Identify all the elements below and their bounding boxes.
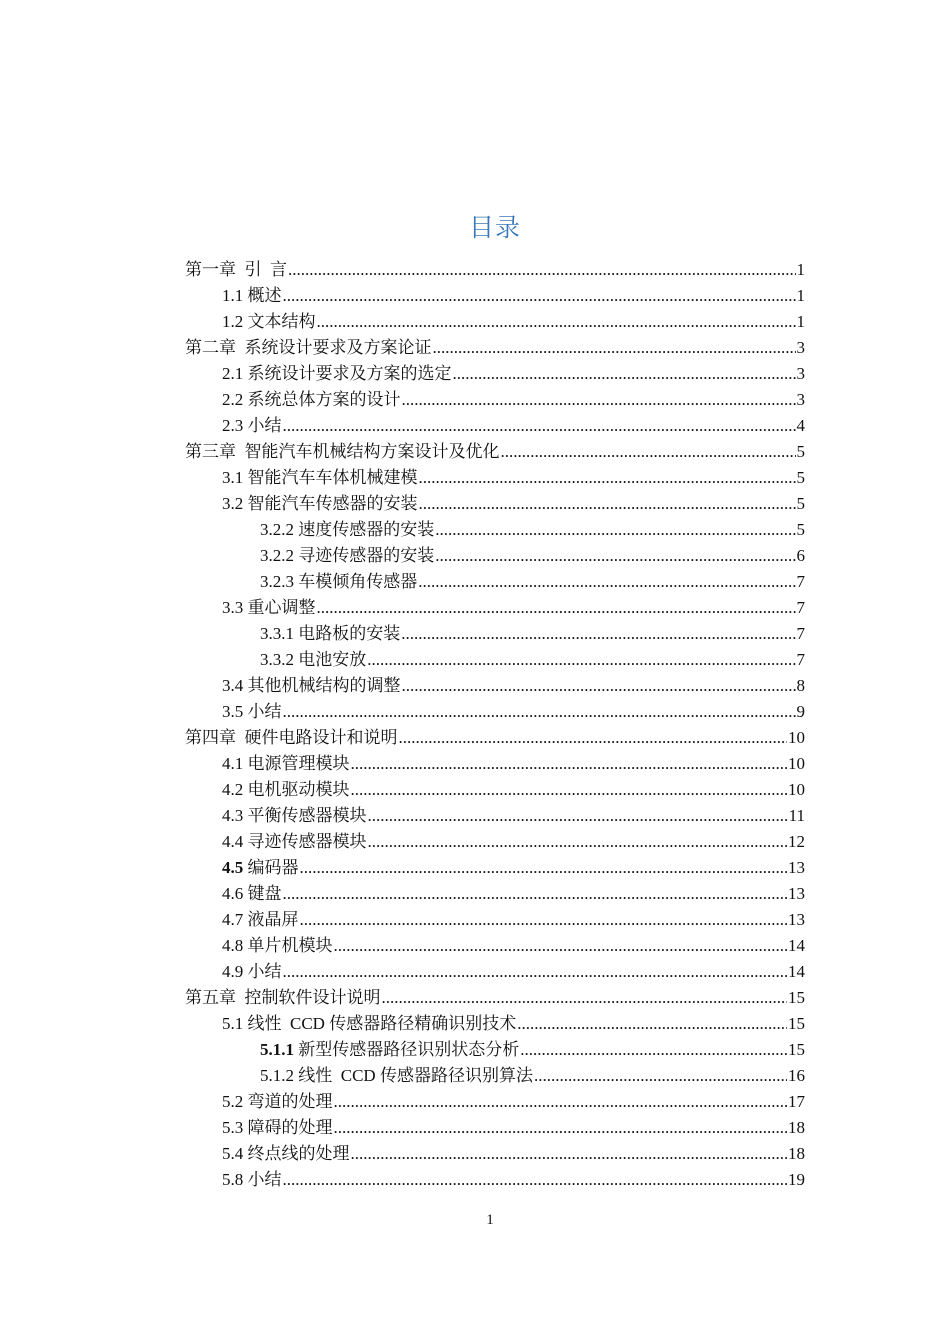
toc-entry[interactable] [222, 491, 805, 517]
toc-entry-label [222, 309, 316, 335]
toc-leader-dots [283, 413, 796, 439]
toc-entry-text: 3.2.3 车模倾角传感器 [260, 572, 418, 591]
toc-entry-text: 5.2 弯道的处理 [222, 1092, 333, 1111]
toc-entry[interactable] [222, 283, 805, 309]
toc-entry-page: 3 [796, 364, 805, 383]
toc-entry-page: 16 [788, 1066, 805, 1085]
toc-entry[interactable] [222, 855, 805, 881]
toc-leader-dots [520, 1037, 787, 1063]
toc-entry[interactable] [222, 413, 805, 439]
toc-leader-dots [402, 387, 796, 413]
toc-entry-label [222, 855, 299, 881]
toc-entry-page: 11 [788, 806, 805, 825]
toc-entry[interactable] [222, 1167, 805, 1193]
toc-leader-dots [317, 595, 796, 621]
toc-entry-label [222, 465, 418, 491]
toc-entry-text: 5.1 线性 CCD 传感器路径精确识别技术 [222, 1014, 517, 1033]
toc-leader-dots [283, 283, 796, 309]
toc-entry-label [185, 725, 398, 751]
toc-leader-dots [283, 1167, 788, 1193]
toc-leader-dots [288, 257, 796, 283]
toc-entry-text: 3.2.2 寻迹传感器的安装 [260, 546, 435, 565]
toc-entry-label [185, 985, 381, 1011]
toc-entry-text: 第二章 系统设计要求及方案论证 [185, 338, 432, 357]
toc-entry[interactable] [222, 595, 805, 621]
toc-entry-text: 编码器 [243, 858, 299, 877]
toc-leader-dots [382, 985, 788, 1011]
toc-entry[interactable] [260, 1037, 805, 1063]
toc-entry-label [222, 283, 282, 309]
toc-leader-dots [300, 907, 788, 933]
toc-entry-text: 4.6 键盘 [222, 884, 282, 903]
toc-entry-text: 4.3 平衡传感器模块 [222, 806, 367, 825]
toc-leader-dots [351, 777, 788, 803]
toc-entry-text: 第一章 引 言 [185, 260, 287, 279]
toc-leader-dots [317, 309, 796, 335]
toc-entry-page: 5 [796, 494, 805, 513]
toc-entry-text: 5.1.2 线性 CCD 传感器路径识别算法 [260, 1066, 533, 1085]
toc-entry[interactable] [185, 335, 805, 361]
toc-entry-text: 5.8 小结 [222, 1170, 282, 1189]
toc-entry-label [222, 673, 401, 699]
toc-entry[interactable] [222, 387, 805, 413]
toc-entry-page: 15 [788, 1040, 805, 1059]
toc-entry-text: 4.2 电机驱动模块 [222, 780, 350, 799]
toc-entry-label [222, 1089, 333, 1115]
toc-entry-text: 3.3.1 电路板的安装 [260, 624, 401, 643]
toc-leader-dots [351, 1141, 788, 1167]
toc-entry[interactable] [222, 933, 805, 959]
toc-entry-label [222, 1141, 350, 1167]
toc-leader-dots [368, 829, 788, 855]
toc-leader-dots [334, 1115, 788, 1141]
toc-entry-label [260, 647, 366, 673]
toc-entry-page: 10 [788, 754, 805, 773]
toc-entry-label [222, 933, 333, 959]
toc-entry-page: 12 [788, 832, 805, 851]
toc-entry-page: 7 [796, 598, 805, 617]
toc-entry-page: 10 [788, 780, 805, 799]
toc-entry-page: 5 [796, 520, 805, 539]
toc-leader-dots [300, 855, 788, 881]
toc-entry-page: 5 [796, 468, 805, 487]
toc-entry-page: 13 [788, 858, 805, 877]
toc-entry[interactable] [222, 777, 805, 803]
toc-entry-page: 15 [788, 988, 805, 1007]
toc-entry[interactable] [260, 621, 805, 647]
toc-leader-dots [501, 439, 796, 465]
toc-entry-label [185, 439, 500, 465]
toc-entry[interactable] [222, 959, 805, 985]
toc-entry-page: 13 [788, 884, 805, 903]
toc-entry-page: 1 [796, 286, 805, 305]
toc-entry-page: 7 [796, 624, 805, 643]
toc-leader-dots [453, 361, 796, 387]
toc-entry-text: 第三章 智能汽车机械结构方案设计及优化 [185, 442, 500, 461]
toc-entry-label [222, 595, 316, 621]
toc-entry-label [260, 1037, 519, 1063]
toc-entry-page: 17 [788, 1092, 805, 1111]
toc-entry-page: 10 [788, 728, 805, 747]
toc-leader-dots [399, 725, 788, 751]
toc-leader-dots [418, 569, 795, 595]
toc-entry-page: 7 [796, 572, 805, 591]
toc-entry[interactable] [185, 439, 805, 465]
toc-entry-text: 5.3 障碍的处理 [222, 1118, 333, 1137]
toc-entry[interactable] [222, 1089, 805, 1115]
toc-entry-text: 4.4 寻迹传感器模块 [222, 832, 367, 851]
toc-entry[interactable] [222, 881, 805, 907]
toc-entry-text: 4.7 液晶屏 [222, 910, 299, 929]
toc-entry-number: 5.1.1 [260, 1040, 294, 1059]
toc-leader-dots [334, 1089, 788, 1115]
toc-entry-page: 14 [788, 962, 805, 981]
toc-entry[interactable] [222, 829, 805, 855]
toc-entry-page: 3 [796, 338, 805, 357]
toc-title: 目录 [468, 215, 521, 242]
toc-entry[interactable] [222, 751, 805, 777]
toc-leader-dots [367, 647, 795, 673]
toc-entry-label [185, 257, 287, 283]
toc-entry-label [222, 361, 452, 387]
toc-entry-label [260, 543, 434, 569]
toc-entry-label [222, 777, 350, 803]
toc-entry-text: 1.1 概述 [222, 286, 282, 305]
toc-entry[interactable] [222, 803, 805, 829]
toc-entry-label [222, 699, 282, 725]
toc-entry-label [222, 881, 282, 907]
toc-entry[interactable] [185, 257, 805, 283]
toc-entry-page: 6 [796, 546, 805, 565]
toc-entry-label [222, 491, 418, 517]
toc-entry-label [222, 907, 299, 933]
toc-leader-dots [368, 803, 788, 829]
toc-leader-dots [517, 1011, 787, 1037]
toc-entry-page: 13 [788, 910, 805, 929]
toc-entry-text: 4.9 小结 [222, 962, 282, 981]
toc-entry-page: 1 [796, 260, 805, 279]
toc-entry-label [222, 387, 401, 413]
toc-entry-page: 5 [796, 442, 805, 461]
toc-entry-text: 新型传感器路径识别状态分析 [294, 1040, 520, 1059]
toc-entry-text: 1.2 文本结构 [222, 312, 316, 331]
toc-entry[interactable] [260, 517, 805, 543]
toc-entry-text: 第四章 硬件电路设计和说明 [185, 728, 398, 747]
toc-entry[interactable] [260, 647, 805, 673]
toc-entry-page: 7 [796, 650, 805, 669]
toc-entry-page: 19 [788, 1170, 805, 1189]
toc-leader-dots [419, 465, 796, 491]
toc-leader-dots [401, 621, 795, 647]
toc-leader-dots [283, 881, 788, 907]
toc-leader-dots [334, 933, 788, 959]
toc-entry-text: 第五章 控制软件设计说明 [185, 988, 381, 1007]
toc-entry[interactable] [260, 569, 805, 595]
toc-leader-dots [435, 543, 795, 569]
toc-entry-text: 3.3.2 电池安放 [260, 650, 367, 669]
toc-entry-label [260, 1063, 533, 1089]
toc-leader-dots [283, 699, 796, 725]
toc-entry[interactable] [185, 985, 805, 1011]
toc-entry-text: 2.1 系统设计要求及方案的选定 [222, 364, 452, 383]
toc-entry-text: 4.1 电源管理模块 [222, 754, 350, 773]
toc-entry-label [222, 1011, 516, 1037]
toc-entry-label [222, 959, 282, 985]
toc-entry[interactable] [222, 699, 805, 725]
toc-entry-label [260, 569, 417, 595]
toc-entry[interactable] [222, 1011, 805, 1037]
toc-entry[interactable] [222, 309, 805, 335]
toc-entry-label [260, 517, 434, 543]
toc-entry[interactable] [222, 465, 805, 491]
toc-entry-label [260, 621, 400, 647]
toc-entry-page: 8 [796, 676, 805, 695]
toc-entry[interactable] [260, 543, 805, 569]
toc-entry-page: 18 [788, 1144, 805, 1163]
toc-leader-dots [402, 673, 796, 699]
toc-entry-text: 3.1 智能汽车车体机械建模 [222, 468, 418, 487]
toc-entry-text: 3.2.2 速度传感器的安装 [260, 520, 435, 539]
toc-entry-page: 1 [796, 312, 805, 331]
toc-entry-page: 18 [788, 1118, 805, 1137]
toc-entry-page: 14 [788, 936, 805, 955]
toc-entry-label [222, 413, 282, 439]
toc-entry[interactable] [260, 1063, 805, 1089]
toc-entry[interactable] [185, 725, 805, 751]
page-number: 1 [486, 1212, 494, 1228]
toc-entry-page: 4 [796, 416, 805, 435]
toc-entry-label [222, 1115, 333, 1141]
toc-entry-page: 9 [796, 702, 805, 721]
toc-entry-text: 3.4 其他机械结构的调整 [222, 676, 401, 695]
toc-entry-label [222, 803, 367, 829]
toc-entry[interactable] [222, 1141, 805, 1167]
toc-entry-label [222, 1167, 282, 1193]
toc-entry-text: 2.2 系统总体方案的设计 [222, 390, 401, 409]
toc-entry-page: 15 [788, 1014, 805, 1033]
toc-entry-text: 4.8 单片机模块 [222, 936, 333, 955]
toc-entry-label [222, 829, 367, 855]
toc-leader-dots [419, 491, 796, 517]
toc-entry-text: 3.3 重心调整 [222, 598, 316, 617]
toc-entry-text: 3.5 小结 [222, 702, 282, 721]
toc-leader-dots [435, 517, 795, 543]
toc-leader-dots [351, 751, 788, 777]
toc-entry-text: 5.4 终点线的处理 [222, 1144, 350, 1163]
toc-entry-text: 3.2 智能汽车传感器的安装 [222, 494, 418, 513]
toc-entry[interactable] [222, 361, 805, 387]
toc-entry[interactable] [222, 1115, 805, 1141]
toc-entry-number: 4.5 [222, 858, 244, 877]
toc-leader-dots [433, 335, 796, 361]
toc-leader-dots [283, 959, 788, 985]
toc-entry-text: 2.3 小结 [222, 416, 282, 435]
toc-leader-dots [534, 1063, 787, 1089]
toc-entry[interactable] [222, 907, 805, 933]
toc-entry[interactable] [222, 673, 805, 699]
toc-entry-page: 3 [796, 390, 805, 409]
toc-entry-label [185, 335, 432, 361]
toc-entry-label [222, 751, 350, 777]
